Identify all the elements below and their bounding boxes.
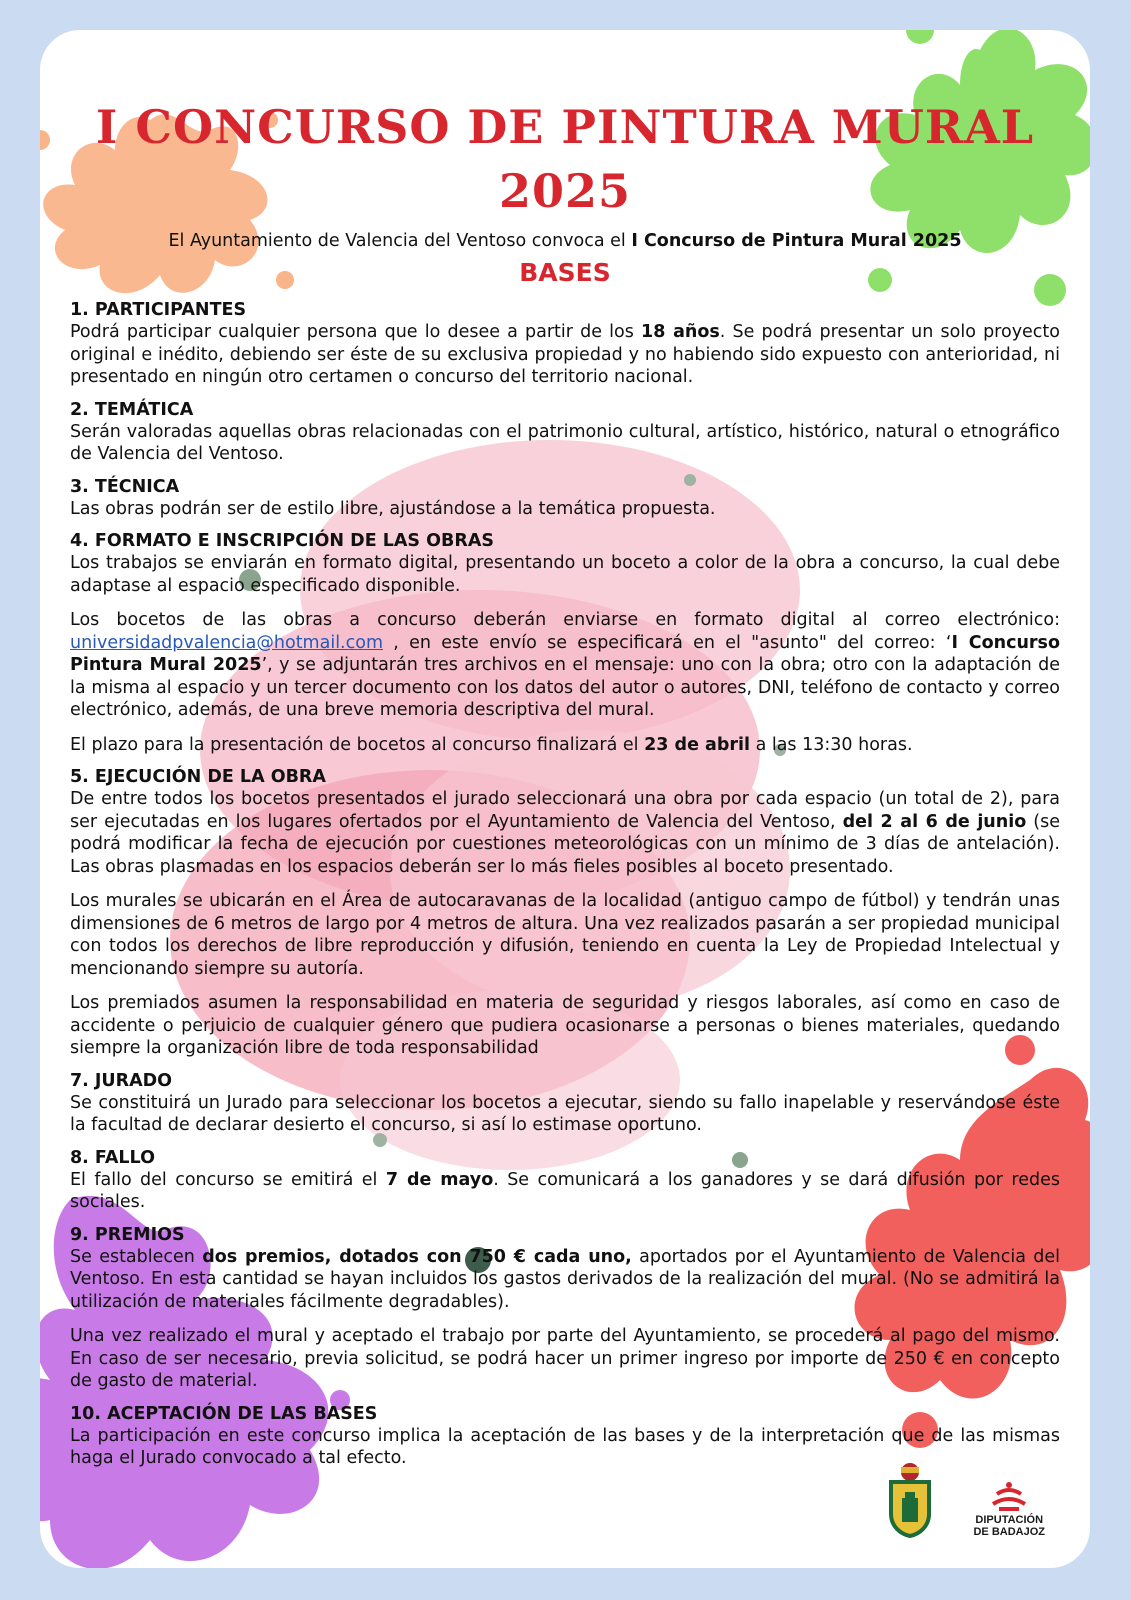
section-fallo (70, 1147, 1060, 1214)
text-run: aportados por el Ayuntamiento de Valencia del Ventoso. En esta cantidad se hayan incluidos los gastos derivados de la realización del mural. (No se admitirá la utilización de materiales fácilmente degradables). (70, 1246, 1061, 1312)
section-paragraph (70, 609, 1060, 722)
section-paragraph: La participación en este concurso implica la aceptación de las bases y de la interpretación que de las mismas haga el Jurado convocado a tal efecto. (70, 1425, 1060, 1468)
section-heading: 5. EJECUCIÓN DE LA OBRA (70, 767, 326, 787)
section-heading: 1. PARTICIPANTES (70, 300, 247, 320)
section-heading: 10. ACEPTACIÓN DE LAS BASES (70, 1403, 378, 1424)
section-paragraph: Los premiados asumen la responsabilidad en materia de seguridad y riesgos laborales, así como en caso de accidente o perjuicio de cualquier género que pudiera ocasionarse a personas o bienes materiales, quedando siempre la organización libre de toda responsabilidad (70, 993, 1060, 1058)
section-paragraph: Se constituirá un Jurado para seleccionar los bocetos a ejecutar, siendo su fallo inapelable y reservándose éste la facultad de declarar desierto el concurso, si así lo estimase oportuno. (70, 1092, 1060, 1135)
bold-run: del 2 al 6 de junio (842, 811, 1027, 832)
poster-title: I CONCURSO DE PINTURA MURAL 2025 (95, 100, 1035, 218)
intro-text (70, 229, 1060, 253)
section-participantes (70, 299, 1060, 389)
section-paragraph (70, 1246, 1060, 1314)
section-paragraph (70, 1169, 1060, 1214)
text-run: , en este envío se especificará en el "asunto" del correo: ‘ (383, 632, 952, 653)
section-ejecucion (70, 766, 1060, 1060)
section-premios (70, 1224, 1060, 1393)
diputacion-badajoz-logo (973, 1480, 1045, 1538)
section-heading: 7. JURADO (70, 1070, 173, 1091)
bold-run: 23 de abril (644, 734, 750, 755)
section-paragraph (70, 321, 1060, 389)
poster-content (70, 95, 1060, 1470)
text-run: ’, y se adjuntarán tres archivos en el mensaje: uno con la obra; otro con la adaptación de la misma al espacio y un tercer documento con los datos del autor o autores, DNI, teléfono de contacto y correo electrónico, además, de una breve memoria descriptiva del mural. (70, 655, 1060, 720)
poster-card (40, 30, 1090, 1568)
text-run: De entre todos los bocetos presentados el jurado seleccionará una obra por cada espacio (un total de 2), para ser ejecutadas en los lugares ofertados por el Ayuntamiento de Valencia del Ventoso, (70, 789, 1060, 832)
section-aceptacion (70, 1403, 1060, 1470)
email-link[interactable]: universidadpvalencia@hotmail.com (70, 632, 383, 653)
intro-text-plain: El Ayuntamiento de Valencia del Ventoso convoca el (168, 231, 632, 251)
section-heading: 4. FORMATO E INSCRIPCIÓN DE LAS OBRAS (70, 531, 494, 551)
diputacion-line2: DE BADAJOZ (973, 1526, 1045, 1538)
text-run: Los bocetos de las obras a concurso deberán enviarse en formato digital al correo electrónico: (70, 610, 1060, 630)
text-run: Podrá participar cualquier persona que lo desee a partir de los (70, 322, 642, 342)
valencia-del-ventoso-coat-of-arms-icon (885, 1462, 935, 1538)
text-run: . Se podrá presentar un solo proyecto original e inédito, debiendo ser éste de su exclusiva propiedad y no habiendo sido expuesto con anterioridad, ni presentado en ningún otro certamen o concurso del territorio nacional. (70, 322, 1061, 387)
text-run: El fallo del concurso se emitirá el (70, 1169, 386, 1190)
section-paragraph: Una vez realizado el mural y aceptado el trabajo por parte del Ayuntamiento, se procederá al pago del mismo. En caso de ser necesario, previa solicitud, se podrá hacer un primer ingreso por importe de 250 € en concepto de gasto de material. (70, 1326, 1060, 1391)
bold-run: 7 de mayo (385, 1169, 494, 1190)
text-run: El plazo para la presentación de bocetos al concurso finalizará el (70, 734, 645, 755)
section-tematica (70, 399, 1060, 466)
bold-run: I Concurso Pintura Mural 2025 (70, 632, 1060, 675)
section-formato (70, 530, 1060, 756)
text-run: a las 13:30 horas. (750, 734, 913, 755)
sponsor-logos (885, 1462, 1045, 1538)
section-paragraph: Los trabajos se enviarán en formato digital, presentando un boceto a color de la obra a concurso, la cual debe adaptase al espacio especificado disponible. (70, 553, 1060, 596)
bases-heading: BASES (519, 258, 611, 287)
section-paragraph (70, 788, 1060, 878)
section-heading: 8. FALLO (70, 1147, 155, 1168)
diputacion-line1: DIPUTACIÓN (975, 1514, 1044, 1526)
section-paragraph: Los murales se ubicarán en el Área de autocaravanas de la localidad (antiguo campo de fútbol) y tendrán unas dimensiones de 6 metros de largo por 4 metros de altura. Una vez realizados pasarán a ser propiedad municipal con todos los derechos de libre reproducción y difusión, teniendo en cuenta la Ley de Propiedad Intelectual y mencionando siempre su autoría. (70, 891, 1060, 979)
section-heading: 2. TEMÁTICA (70, 399, 194, 420)
intro-text-bold: I Concurso de Pintura Mural 2025 (631, 231, 962, 251)
section-paragraph: Las obras podrán ser de estilo libre, ajustándose a la temática propuesta. (70, 498, 716, 519)
bold-run: dos premios, dotados con 750 € cada uno, (202, 1246, 632, 1267)
section-paragraph: Serán valoradas aquellas obras relacionadas con el patrimonio cultural, artístico, histórico, natural o etnográfico de Valencia del Ventoso. (70, 421, 1060, 464)
diputacion-badajoz-emblem-icon (989, 1480, 1029, 1514)
section-heading: 9. PREMIOS (70, 1224, 185, 1245)
section-heading: 3. TÉCNICA (70, 476, 180, 497)
section-jurado (70, 1070, 1060, 1137)
text-run: (se podrá modificar la fecha de ejecución por cuestiones meteorológicas con un mínimo de 3 días de antelación). Las obras plasmadas en los espacios deberán ser lo más fieles posibles al boceto presentado. (70, 811, 1061, 877)
text-run: . Se comunicará a los ganadores y se dará difusión por redes sociales. (70, 1169, 1060, 1212)
section-paragraph (70, 734, 1060, 757)
section-tecnica (70, 476, 1060, 521)
diputacion-badajoz-text (973, 1514, 1045, 1538)
bold-run: 18 años (641, 322, 720, 342)
text-run: Se establecen (70, 1246, 203, 1267)
